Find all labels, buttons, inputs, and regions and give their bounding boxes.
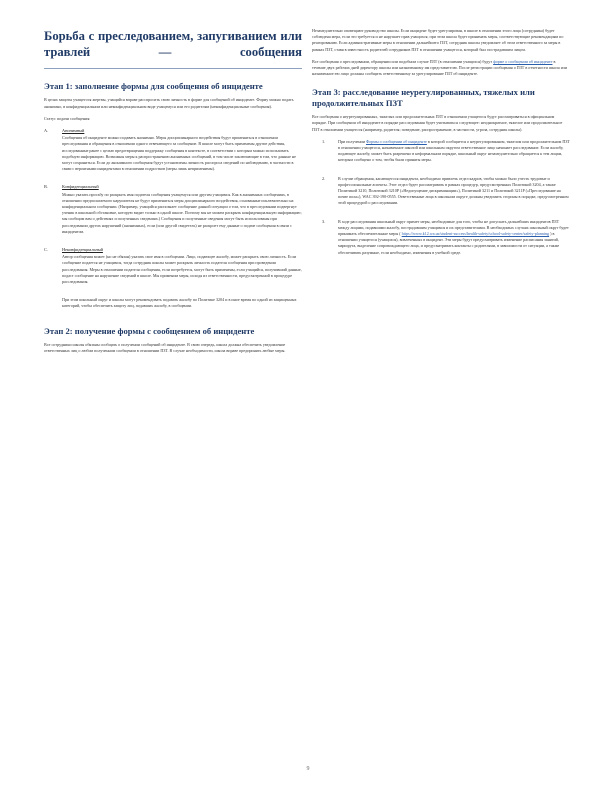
list-item-text: При этом школьный округ и школы могут рекомендовать подавать жалобу по Политике 3204 и в иное время по одной из защищенных категорий, чтобы обеспечить защиту лиц, подавших жалобу, в сообщении. bbox=[62, 297, 297, 309]
paragraph: В целях защиты учащегося жертвы, учащийся вправе расспросить свою личность в форме для сообщений об инциденте. Форму можно подать анонимно, в конфиденциальном или неконфиденциальном виде учащемуся или его родителям (неконфиденциальные сообщения). bbox=[44, 97, 294, 109]
list-marker: 1. bbox=[322, 138, 326, 144]
list-item-text: Автор сообщения может (но не обязан) указать свое имя в сообщении. Лицо, подающее жалобу, может раскрыть свою личность. Если сообщение подается не учащимся, тогда сотрудник школы может раскрыть личность подателя сообщения при проведении расследования. Меры в отношении подателя сообщения, если потребуется, могут быть применены, если учащийся, получивший данные, подаст сообщение на нарушение сведений в школе. Мы применим меры, исходя из ответственности, предусмотренной в процедуре расследования. bbox=[62, 254, 302, 285]
paragraph: Статус подачи сообщения: bbox=[44, 115, 91, 121]
page-title: Борьба с преследованием, запугиванием или травлей — сообщения bbox=[44, 29, 302, 59]
list-item-heading: Конфиденциальный bbox=[62, 184, 99, 190]
list-marker: 3. bbox=[322, 218, 326, 224]
list-marker: 2. bbox=[322, 175, 326, 181]
right-column bbox=[312, 28, 570, 268]
list-marker: B. bbox=[44, 184, 48, 190]
list-item-nonconfidential bbox=[44, 247, 302, 291]
page-number: 9 bbox=[306, 766, 310, 772]
list-item-heading: Неконфиденциальный bbox=[62, 247, 103, 253]
safety-planning-link[interactable]: https://www.k12.wa.us/student-success/health-safety/school-safety-center/safety-planning bbox=[401, 231, 550, 237]
paragraph: Все сообщения о неурегулированных, тяжелых или продолжительных ПЗТ в отношении учащегося будут рассматриваться в официальном порядке. При сообщении об инциденте в порядке расследования будет учитываться следующее: неоднократное, тяжелое или продолжительное ПЗТ в отношении учащегося (например, родителя; поведение, распространение, в частности, угроза, сотрудник школы). bbox=[312, 114, 563, 132]
paragraph: Все сотрудники школы обязаны сообщать о получении сообщений об инциденте. В свою очередь, школа должна обеспечить уведомление ответственных лиц о любом полученном сообщении в отношении ПЗТ. В случае необходимости, школа вправе предпринять любые меры. bbox=[44, 342, 286, 354]
list-item-text: Сообщения об инциденте можно подавать анонимно. Меры дисциплинарного воздействия будут применяться в отношении преследования и обращения в отношении одного отвечающего за сообщение. В школе могут быть применены другие действия, исследованные ранее с целью предотвращения поддержку сообщения в контексте, в соответствии с которым можно использовать подобную информацию. Возможны меры к распространению анонимных сообщений, в том числе заключающие в том, что данные не могут сохраниться. Если до анонимного сообщения будут установлены личность расспроса сведений по наблюдению, в частности в связи с вероятными инцидентами в отношении подростков (меры лишь неприменимы). bbox=[62, 135, 296, 172]
section-heading-step-1: Этап 1: заполнение формы для сообщения об инциденте bbox=[44, 81, 263, 91]
numbered-item-2: 2. В случае обращения, касающегося инцидента, необходимо привлечь отдел кадров, чтобы можно было учесть трудовые и профессиональные аспекты. Этот отдел будет рассматривать в рамках процедур, предусмотренных Политикой 3204, а также Политикой 3210, Политикой 3210P («Недопущение дискриминации»), Политикой 3211 и Политикой 3211P («Преследование на почве пола»), WAC 392-190-0555. Ответственные лица в школьном округе должны уведомить стороны в порядке, предусмотренном этой процедурой о расследовании. bbox=[322, 176, 570, 213]
list-item-text: Можно указать просьбу по раскрыть имя подателя сообщения учащемуся или другим учащимся. Как в анонимных сообщениях, в отношении предполагаемого нарушителя не будут применяться меры дисциплинарного воздействия, основанные исключительно на конфиденциальном сообщении. (Например, учащийся распознает сообщение данной ситуации о том, что в преследовании подвергнут ученик в школьной обстановке, которую видит только в одной школе. Поэтому мы не можем раскрыть конфиденциальную информацию; мы сообщим вам о действиях и полученных сведениях.) Сообщения и полученные сведения могут быть использованы при расследовании других нарушений (анонимных), если (или другой свидетель) не раскроет ему данные о подаче сообщения в связи с инцидентом. bbox=[62, 191, 302, 234]
paragraph: Незамедлительно оповещают руководство школы. Если инцидент будет урегулирован, в школе в отношении этого лица (сотрудника) будет соблюдена мера, если это требуется и не нарушает прав учащихся; при этом школа будет принимать меры, соответствующие рекомендациям по реагированию. Если административные меры в отношении дальнейшего ПЗТ, сотрудник школы уведомляет об этом ответственного за меры в рамках ПЗТ, ставя в известность родителей сотрудников ПЗТ в отношении учащегося, который был пострадавшим лицом. bbox=[312, 28, 564, 52]
list-marker: A. bbox=[44, 128, 49, 134]
list-item-anonymous bbox=[44, 128, 302, 178]
paragraph: Все сообщения о преследовании, обращении или подобном случае ПЗТ (в отношении учащихся) будут форме о сообщении об инциденте в течение двух рабочих дней директору школы или назначенному им представителю. После регистрации сообщения о ПЗТ в отчетности школа или назначенное ею лицо должны сообщить ответственному за урегулирование ПЗТ об инциденте. bbox=[312, 58, 568, 77]
list-marker: C. bbox=[44, 247, 48, 253]
left-column bbox=[44, 28, 302, 361]
list-item-note bbox=[44, 297, 302, 315]
incident-form-link[interactable]: форме о сообщении об инциденте bbox=[493, 58, 553, 64]
title-rule bbox=[44, 68, 302, 69]
list-item-heading: Анонимный bbox=[62, 128, 85, 134]
numbered-item-3: 3. В ходе расследования школьный округ примет меры, необходимые для того, чтобы не допускать дальнейших инцидентов ПЗТ между лицами, подавшими жалобу, пострадавшим учащимся и их представителями. В необходимых случаях школьный округ будет принимать обеспечительные меры ( https://www.k12.wa.us/student-success/health-safety/school-safety-center/safety-planning ) в отношении учащегося (учащихся), вовлеченных в инцидент. Эти меры будут предусматривать изменение расписания занятий, маршрута, выделение сопровождающего лица, и предусматривать контакты с родителями, в зависимости от ситуации, а также обеспечивать разумные, если необходимо, изменения в учебной среде. bbox=[322, 219, 570, 262]
section-heading-step-3: Этап 3: расследование неурегулированных, тяжелых или продолжительных ПЗТ bbox=[312, 87, 535, 108]
numbered-item-1: 1. При получении Формы о сообщении об инциденте в которой сообщается о неурегулированном, тяжелом или продолжительном ПЗТ в отношении учащегося, назначенное школой или школьным округом ответственное лицо начинает расследование. Если жалобу, подающее жалобу, может быть разрешено в неформальном порядке, школьный округ незамедлительно обращается к тем лицам, которым сообщено о том, чтобы были приняты меры. bbox=[322, 139, 570, 170]
list-marker bbox=[44, 297, 62, 315]
section-heading-step-2: Этап 2: получение формы с сообщением об инциденте bbox=[44, 325, 255, 336]
incident-form-link[interactable]: Формы о сообщении об инциденте bbox=[365, 138, 427, 144]
list-item-confidential bbox=[44, 184, 302, 241]
